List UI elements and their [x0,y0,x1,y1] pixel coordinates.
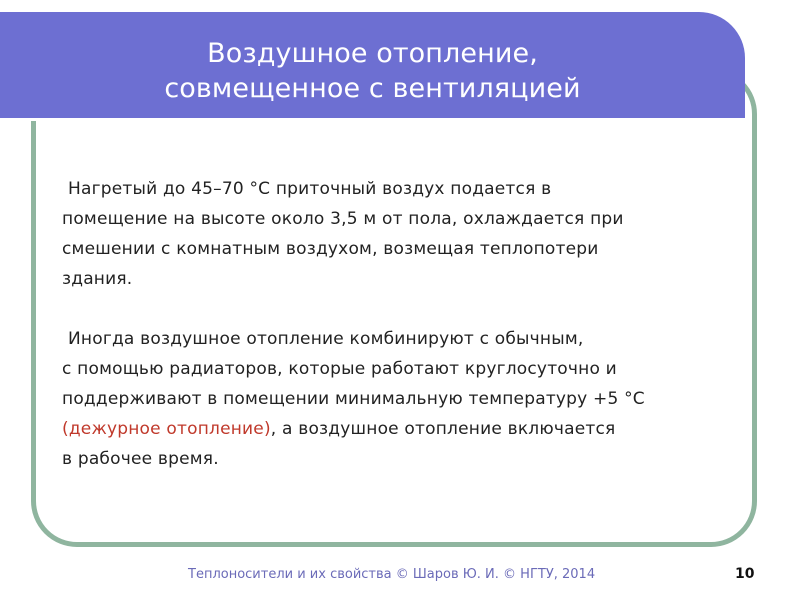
paragraph-1-line-1: Нагретый до 45–70 °С приточный воздух подается в [68,179,552,199]
paragraph-1-line-3: смешении с комнатным воздухом, возмещая теплопотери [62,239,599,259]
slide-title-line-1: Воздушное отопление, [207,38,538,69]
paragraph-1 [62,174,742,294]
paragraph-2-line-4-rest: , а воздушное отопление включается [270,419,616,439]
paragraph-2-line-1: Иногда воздушное отопление комбинируют с обычным, [68,329,584,349]
slide-title [0,36,745,106]
paragraph-2-line-3: поддерживают в помещении минимальную температуру +5 °С [62,389,645,409]
title-underline [0,118,705,121]
slide-title-line-2: совмещенное с вентиляцией [164,73,581,104]
paragraph-2-line-4 [62,414,742,444]
title-banner [0,12,745,118]
duty-heating-term: (дежурное отопление) [62,419,271,439]
paragraph-1-line-4: здания. [62,269,133,289]
paragraph-2-line-5: в рабочее время. [62,449,219,469]
paragraph-2-line-2: с помощью радиаторов, которые работают круглосуточно и [62,359,617,379]
paragraph-2 [62,324,742,474]
slide-footer: Теплоносители и их свойства © Шаров Ю. И. © НГТУ, 2014 [188,567,596,582]
paragraph-1-line-2: помещение на высоте около 3,5 м от пола, охлаждается при [62,209,624,229]
page-number: 10 [735,566,755,582]
slide-body [62,174,742,474]
